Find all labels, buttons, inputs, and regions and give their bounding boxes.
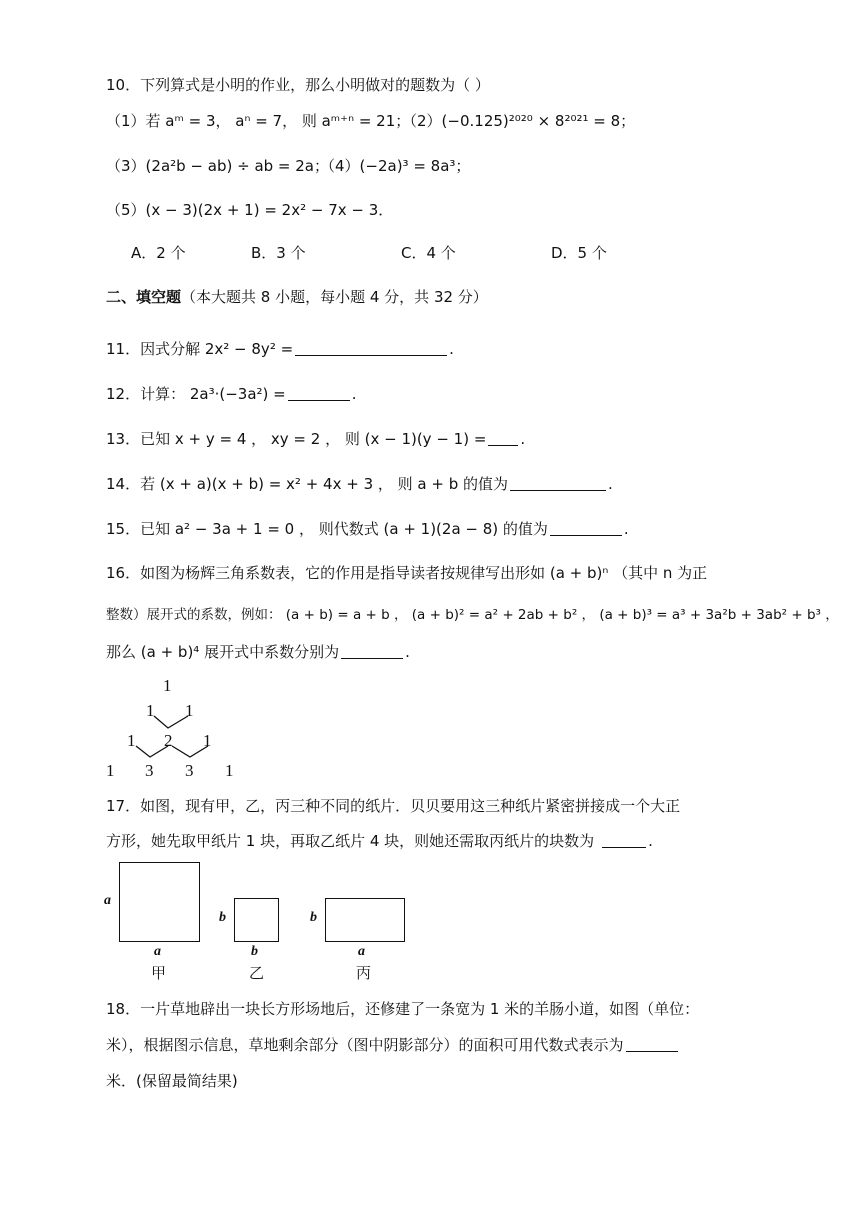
triangle-number: 1 bbox=[146, 701, 155, 720]
triangle-number: 1 bbox=[127, 731, 136, 750]
triangle-number: 1 bbox=[185, 701, 194, 720]
triangle-number: 1 bbox=[163, 676, 172, 695]
q10-item-3: （3）(2a²b − ab) ÷ ab = 2a； bbox=[106, 157, 329, 175]
piece-bing-name: 丙 bbox=[356, 964, 372, 982]
section-note: （本大题共 8 小题，每小题 4 分，共 32 分） bbox=[181, 288, 488, 306]
triangle-number: 1 bbox=[225, 761, 234, 780]
label-a-bottom: a bbox=[154, 944, 161, 959]
q10-stem: 10．下列算式是小明的作业，那么小明做对的题数为（ ） bbox=[106, 76, 490, 94]
q17-line-1: 17．如图，现有甲，乙，丙三种不同的纸片．贝贝要用这三种纸片紧密拼接成一个大正 bbox=[106, 797, 681, 815]
q10-item-2: （2）(−0.125)²⁰²⁰ × 8²⁰²¹ = 8； bbox=[402, 112, 636, 130]
piece-yi-name: 乙 bbox=[249, 964, 265, 982]
label-c-bottom: a bbox=[358, 944, 365, 959]
q16-line-1: 16．如图为杨辉三角系数表，它的作用是指导读者按规律写出形如 (a + b)ⁿ （其中 n 为正 bbox=[106, 564, 708, 582]
q18-line-3: 米．(保留最简结果) bbox=[106, 1072, 238, 1090]
triangle-number: 1 bbox=[106, 761, 115, 780]
label-c-side: b bbox=[310, 910, 317, 925]
q11: 11．因式分解 2x² − 8y² = . bbox=[106, 340, 454, 358]
q16-line-3: 那么 (a + b)⁴ 展开式中系数分别为 . bbox=[106, 643, 410, 661]
q10-option-a: A．2 个 bbox=[131, 244, 186, 262]
piece-jia-square bbox=[119, 862, 200, 942]
label-b-side: b bbox=[219, 910, 226, 925]
q12: 12．计算： 2a³·(−3a²) = . bbox=[106, 385, 357, 403]
q10-option-b: B．3 个 bbox=[251, 244, 306, 262]
q14: 14．若 (x + a)(x + b) = x² + 4x + 3 ， 则 a + b 的值为 . bbox=[106, 475, 613, 493]
q10-item-4: （4）(−2a)³ = 8a³； bbox=[320, 157, 471, 175]
label-a-side: a bbox=[104, 893, 111, 908]
q15: 15．已知 a² − 3a + 1 = 0 ， 则代数式 (a + 1)(2a − 8) 的值为 . bbox=[106, 520, 629, 538]
q13: 13．已知 x + y = 4 ， xy = 2 ， 则 (x − 1)(y − 1) = . bbox=[106, 430, 526, 448]
q10-option-c: C．4 个 bbox=[401, 244, 456, 262]
q18-line-2: 米），根据图示信息，草地剩余部分（图中阴影部分）的面积可用代数式表示为 bbox=[106, 1034, 680, 1056]
triangle-number: 3 bbox=[145, 761, 154, 780]
q10-item-5: （5）(x − 3)(2x + 1) = 2x² − 7x − 3． bbox=[106, 201, 394, 219]
answer-blank[interactable] bbox=[602, 833, 646, 848]
piece-bing-rectangle bbox=[325, 898, 405, 942]
triangle-number: 1 bbox=[203, 731, 212, 750]
q17-line-2: 方形，她先取甲纸片 1 块，再取乙纸片 4 块，则她还需取丙纸片的块数为 . bbox=[106, 832, 653, 850]
q16-line-2: 整数）展开式的系数，例如： (a + b) = a + b ， (a + b)² = a² + 2ab + b² ， (a + b)³ = a³ + 3a²b + 3ab² + b³ ， bbox=[106, 607, 839, 623]
triangle-number: 2 bbox=[164, 731, 173, 750]
q10-option-d: D．5 个 bbox=[551, 244, 607, 262]
section-title: 二、填空题 bbox=[106, 288, 182, 306]
triangle-number: 3 bbox=[185, 761, 194, 780]
piece-yi-square bbox=[234, 898, 279, 942]
label-b-bottom: b bbox=[251, 944, 258, 959]
answer-blank[interactable] bbox=[626, 1037, 678, 1052]
piece-jia-name: 甲 bbox=[151, 964, 167, 982]
q18-line-1: 18．一片草地辟出一块长方形场地后，还修建了一条宽为 1 米的羊肠小道，如图（单位： bbox=[106, 1000, 700, 1018]
q10-item-1: （1）若 aᵐ = 3， aⁿ = 7， 则 aᵐ⁺ⁿ = 21； bbox=[106, 112, 411, 130]
